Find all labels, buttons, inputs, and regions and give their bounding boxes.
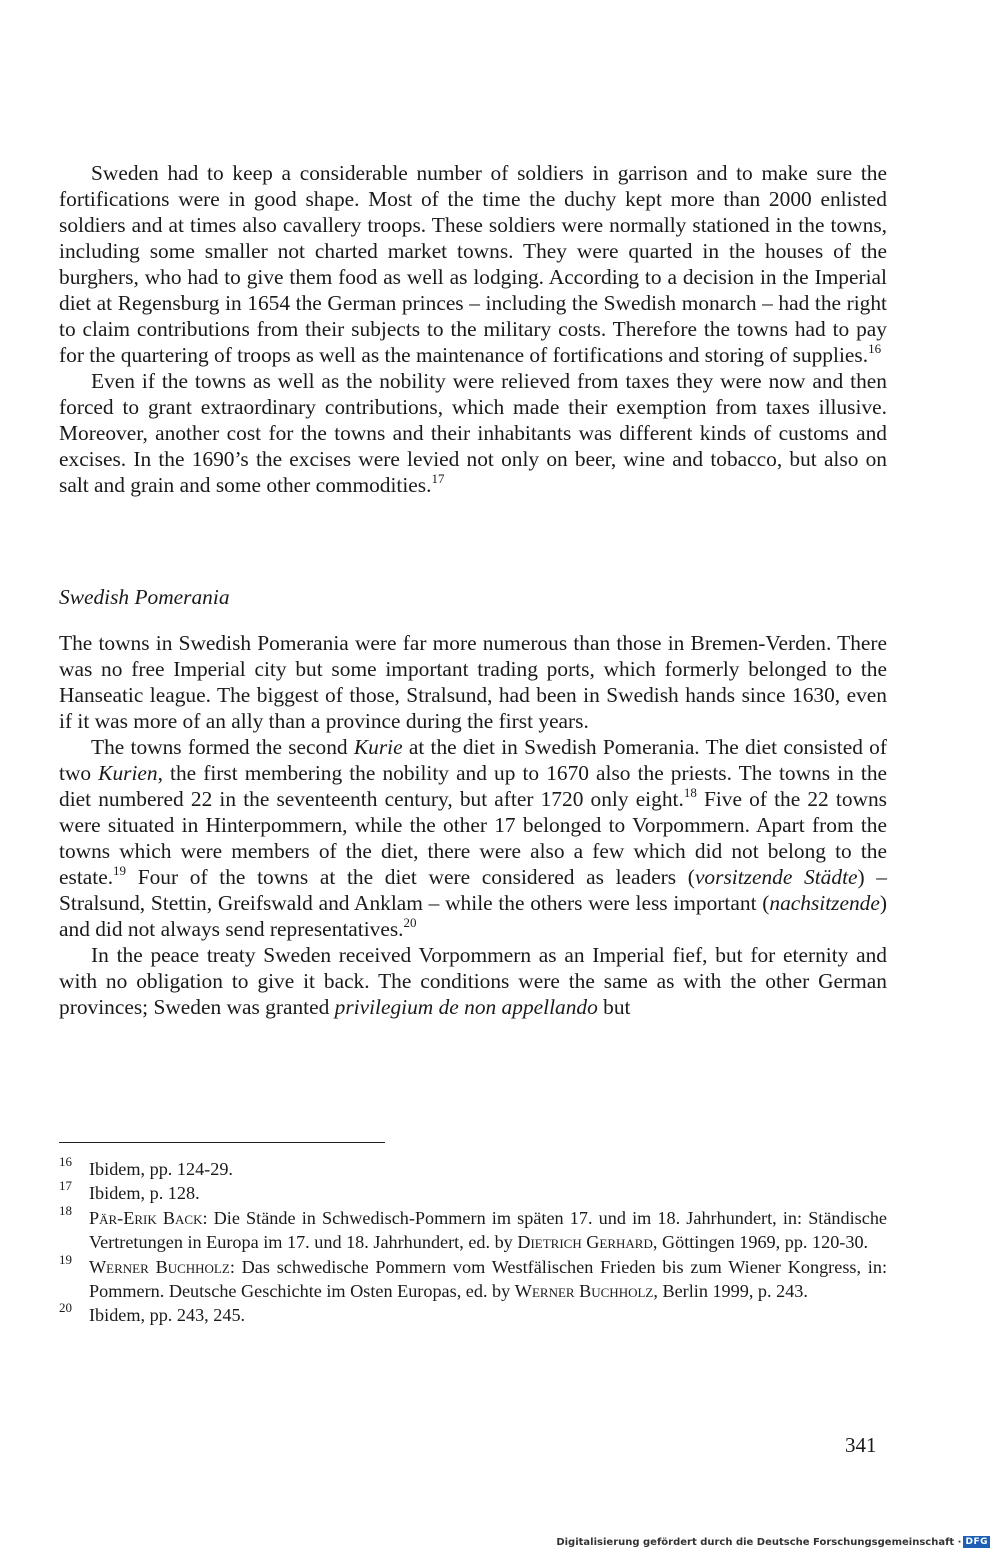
text-run: , the first membering the nobility and up to 1670 also the priests. The towns in the diet numbered 22 in the seventeenth century, but after 1720 only eight. bbox=[59, 761, 888, 811]
paragraph bbox=[59, 630, 887, 734]
text-run: ) – Stralsund, Stettin, Greifswald and Anklam – while the others were less important ( bbox=[59, 865, 888, 915]
author-name: Dietrich Gerhard bbox=[517, 1232, 653, 1253]
text-run: The towns formed the second bbox=[91, 735, 354, 759]
footnote bbox=[59, 1154, 887, 1181]
section-heading: Swedish Pomerania bbox=[59, 585, 230, 609]
footnote-number: 17 bbox=[59, 1178, 72, 1194]
author-name: Pär-Erik Back bbox=[89, 1207, 203, 1228]
text-run: Five of the 22 towns were situated in Hinterpommern, while the other 17 belonged to Vorpommern. Apart from the towns which were members of the diet, there were also a few which did not belong to the estate. bbox=[59, 787, 887, 889]
text-run: , Berlin 1999, p. 243. bbox=[653, 1281, 808, 1302]
text-run: The towns in Swedish Pomerania were far more numerous than those in Bremen-Verden. There was no free Imperial city but some important trading ports, which formerly belonged to the Hanseatic league. The biggest of those, Stralsund, had been in Swedish hands since 1630, even if it was more of an ally than a province during the first years. bbox=[59, 631, 887, 733]
footnote-reference: 16 bbox=[868, 340, 882, 356]
footnote-number: 20 bbox=[59, 1300, 72, 1316]
italic-term: nachsitzende bbox=[769, 891, 880, 915]
digitization-credit bbox=[556, 1536, 990, 1548]
footnote-number: 16 bbox=[59, 1154, 72, 1169]
footnote-reference: 18 bbox=[683, 784, 697, 800]
text-run: Even if the towns as well as the nobility were relieved from taxes they were now and then forced to grant extraordinary contributions, which made their exemption from taxes illusive. Moreover, another cost for the towns and their inhabitants was different kinds of customs and excises. In the 1690’s the excises were levied not only on beer, wine and tobacco, but also on salt and grain and some other commodities. bbox=[59, 369, 887, 497]
text-run: Ibidem, pp. 243, 245. bbox=[89, 1305, 246, 1326]
italic-term: privilegium de non appellando bbox=[334, 995, 598, 1019]
author-name: Werner Buchholz bbox=[89, 1256, 230, 1277]
footnotes bbox=[59, 1154, 888, 1328]
text-run: In the peace treaty Sweden received Vorpommern as an Imperial fief, but for eternity and with no obligation to give it back. The conditions were the same as with the other German provinces; Sweden was granted bbox=[59, 943, 887, 1019]
text-run: : Das schwedische Pommern vom Westfälischen Frieden bis zum Wiener Kongress, in: Pommern. Deutsche Geschichte im Osten Europas, ed. by bbox=[89, 1256, 888, 1302]
footnote-reference: 17 bbox=[431, 470, 445, 486]
text-run: : Die Stände in Schwedisch-Pommern im späten 17. und im 18. Jahrhundert, in: Ständische Vertretungen in Europa im 17. und 18. Jahrhundert, ed. by bbox=[89, 1207, 887, 1253]
footnote-separator bbox=[59, 1142, 385, 1143]
page-number: 341 bbox=[845, 1433, 877, 1457]
text-run: Ibidem, p. 128. bbox=[89, 1183, 200, 1204]
body-text-top bbox=[59, 160, 887, 498]
paragraph bbox=[59, 942, 887, 1020]
credit-text: Digitalisierung gefördert durch die Deutsche Forschungsgemeinschaft · bbox=[556, 1536, 962, 1548]
dfg-logo: DFG bbox=[965, 1537, 988, 1547]
text-run: Sweden had to keep a considerable number of soldiers in garrison and to make sure the fortifications were in good shape. Most of the time the duchy kept more than 2000 enlisted soldiers and at times also cavallery troops. These soldiers were normally stationed in the towns, including some smaller not charted market towns. They were quarted in the houses of the burghers, who had to give them food as well as lodging. According to a decision in the Imperial diet at Regensburg in 1654 the German princes – including the Swedish monarch – had the right to claim contributions from their subjects to the military costs. Therefore the towns had to pay for the quartering of troops as well as the maintenance of fortifications and storing of supplies. bbox=[59, 161, 887, 367]
text-run: , Göttingen 1969, pp. 120-30. bbox=[652, 1232, 869, 1253]
footnote-number: 19 bbox=[59, 1251, 72, 1267]
footnote bbox=[59, 1178, 887, 1205]
footnote bbox=[59, 1251, 888, 1304]
italic-term: Kurien bbox=[98, 761, 158, 785]
footnote bbox=[59, 1300, 887, 1327]
text-run: but bbox=[597, 995, 631, 1019]
italic-term: vorsitzende Städte bbox=[694, 865, 858, 889]
footnote-reference: 20 bbox=[403, 914, 417, 930]
footnote-reference: 19 bbox=[113, 862, 127, 878]
text-run: Ibidem, pp. 124-29. bbox=[89, 1159, 233, 1179]
italic-term: Kurie bbox=[353, 735, 403, 759]
text-run: Four of the towns at the diet were considered as leaders ( bbox=[126, 865, 695, 889]
footnote bbox=[59, 1202, 887, 1255]
author-name: Werner Buchholz bbox=[514, 1281, 654, 1302]
paragraph bbox=[59, 160, 887, 368]
paragraph bbox=[59, 734, 887, 942]
body-text-bottom bbox=[59, 630, 887, 1020]
text-run: ) and did not always send representatives. bbox=[59, 891, 887, 941]
footnote-number: 18 bbox=[59, 1202, 72, 1218]
text-run: at the diet in Swedish Pomerania. The diet consisted of two bbox=[59, 735, 887, 785]
paragraph bbox=[59, 368, 887, 498]
